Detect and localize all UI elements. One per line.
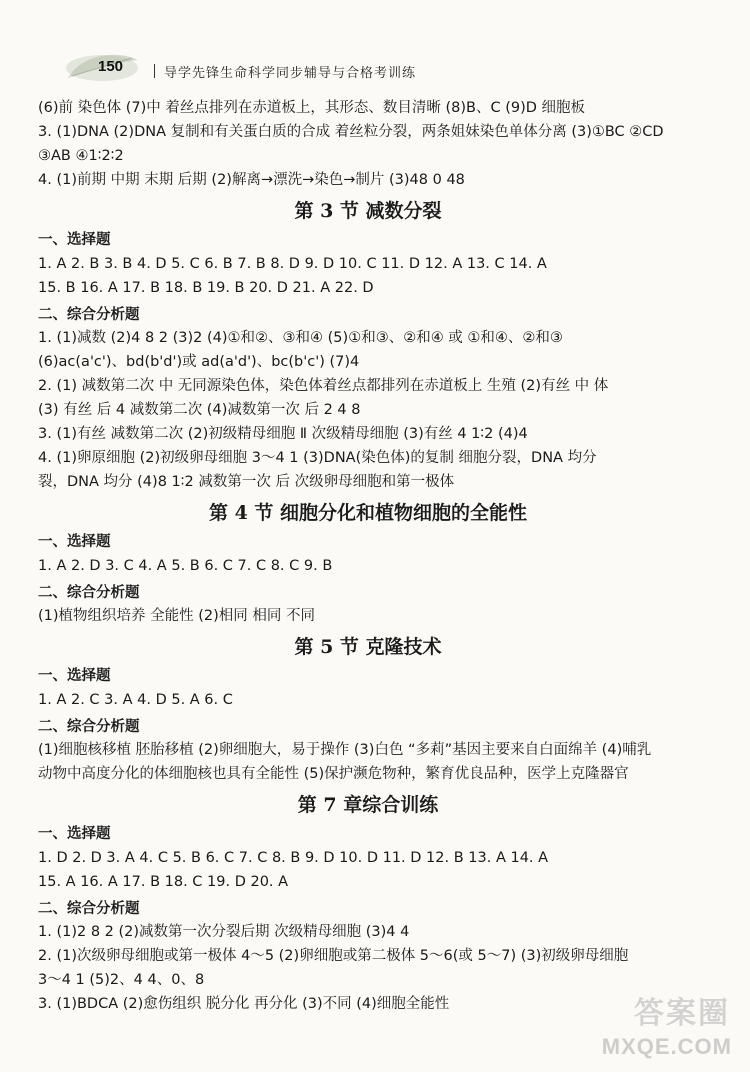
subsection-title: 二、综合分析题 — [38, 585, 140, 601]
text-line: 3～4 1 (5)2、4 4、0、8 — [38, 972, 205, 988]
book-title: 导学先锋生命科学同步辅导与合格考训练 — [164, 66, 417, 81]
watermark-logo-text: 答案圈 — [634, 996, 730, 1031]
subsection-title: 二、综合分析题 — [38, 901, 140, 917]
page-number: 150 — [98, 58, 124, 75]
text-line: (1)植物组织培养 全能性 (2)相同 相同 不同 — [38, 608, 316, 624]
section-title: 第 3 节 减数分裂 — [294, 200, 442, 222]
text-line: 1. (1)2 8 2 (2)减数第一次分裂后期 次级精母细胞 (3)4 4 — [38, 924, 410, 940]
page-header — [62, 46, 702, 90]
text-line: 4. (1)前期 中期 末期 后期 (2)解离→漂洗→染色→制片 (3)48 0 48 — [38, 172, 465, 188]
text-line: (6)前 染色体 (7)中 着丝点排列在赤道板上，其形态、数目清晰 (8)B、C (9)D 细胞板 — [38, 100, 586, 116]
text-line: 4. (1)卵原细胞 (2)初级卵母细胞 3～4 1 (3)DNA(染色体)的复制 细胞分裂，DNA 均分 — [38, 450, 597, 466]
text-line: 2. (1) 减数第二次 中 无同源染色体，染色体着丝点都排列在赤道板上 生殖 (2)有丝 中 体 — [38, 378, 609, 394]
watermark-url: MXQE.COM — [601, 1034, 732, 1059]
text-line: (6)ac(a'c')、bd(b'd')或 ad(a'd')、bc(b'c') (7)4 — [38, 354, 360, 370]
text-line: 动物中高度分化的体细胞核也具有全能性 (5)保护濒危物种，繁育优良品种，医学上克隆器官 — [38, 766, 629, 782]
text-line: (1)细胞核移植 胚胎移植 (2)卵细胞大，易于操作 (3)白色 “多莉”基因主要来自白面绵羊 (4)哺乳 — [38, 742, 652, 758]
page-number-badge — [62, 48, 142, 84]
text-line: 15. A 16. A 17. B 18. C 19. D 20. A — [38, 874, 289, 890]
header-divider — [154, 64, 155, 78]
text-line: (3) 有丝 后 4 减数第二次 (4)减数第一次 后 2 4 8 — [38, 402, 361, 418]
text-line: 1. D 2. D 3. A 4. C 5. B 6. C 7. C 8. B 9. D 10. D 11. D 12. B 13. A 14. A — [38, 850, 549, 866]
text-line: 3. (1)有丝 减数第二次 (2)初级精母细胞 Ⅱ 次级精母细胞 (3)有丝 4 1∶2 (4)4 — [38, 426, 528, 442]
subsection-title: 一、选择题 — [38, 668, 111, 684]
section-title: 第 5 节 克隆技术 — [294, 636, 442, 658]
text-line: 3. (1)DNA (2)DNA 复制和有关蛋白质的合成 着丝粒分裂，两条姐妹染色单体分离 (3)①BC ②CD — [38, 124, 664, 140]
subsection-title: 一、选择题 — [38, 826, 111, 842]
text-line: 1. A 2. C 3. A 4. D 5. A 6. C — [38, 692, 233, 708]
section-title: 第 7 章综合训练 — [297, 794, 439, 816]
text-line: 1. A 2. D 3. C 4. A 5. B 6. C 7. C 8. C 9. B — [38, 558, 333, 574]
text-line: 2. (1)次级卵母细胞或第一极体 4～5 (2)卵细胞或第二极体 5～6(或 5～7) (3)初级卵母细胞 — [38, 948, 629, 964]
text-line: ③AB ④1∶2∶2 — [38, 148, 124, 164]
text-line: 1. (1)减数 (2)4 8 2 (3)2 (4)①和②、③和④ (5)①和③、②和④ 或 ①和④、②和③ — [38, 330, 563, 346]
text-line: 15. B 16. A 17. B 18. B 19. B 20. D 21. A 22. D — [38, 280, 374, 296]
site-watermark — [592, 996, 742, 1066]
section-title: 第 4 节 细胞分化和植物细胞的全能性 — [208, 502, 528, 524]
subsection-title: 一、选择题 — [38, 232, 111, 248]
text-line: 3. (1)BDCA (2)愈伤组织 脱分化 再分化 (3)不同 (4)细胞全能性 — [38, 996, 450, 1012]
text-line: 裂，DNA 均分 (4)8 1∶2 减数第一次 后 次级卵母细胞和第一极体 — [38, 474, 455, 490]
subsection-title: 一、选择题 — [38, 534, 111, 550]
text-line: 1. A 2. B 3. B 4. D 5. C 6. B 7. B 8. D 9. D 10. C 11. D 12. A 13. C 14. A — [38, 256, 547, 272]
subsection-title: 二、综合分析题 — [38, 307, 140, 323]
subsection-title: 二、综合分析题 — [38, 719, 140, 735]
